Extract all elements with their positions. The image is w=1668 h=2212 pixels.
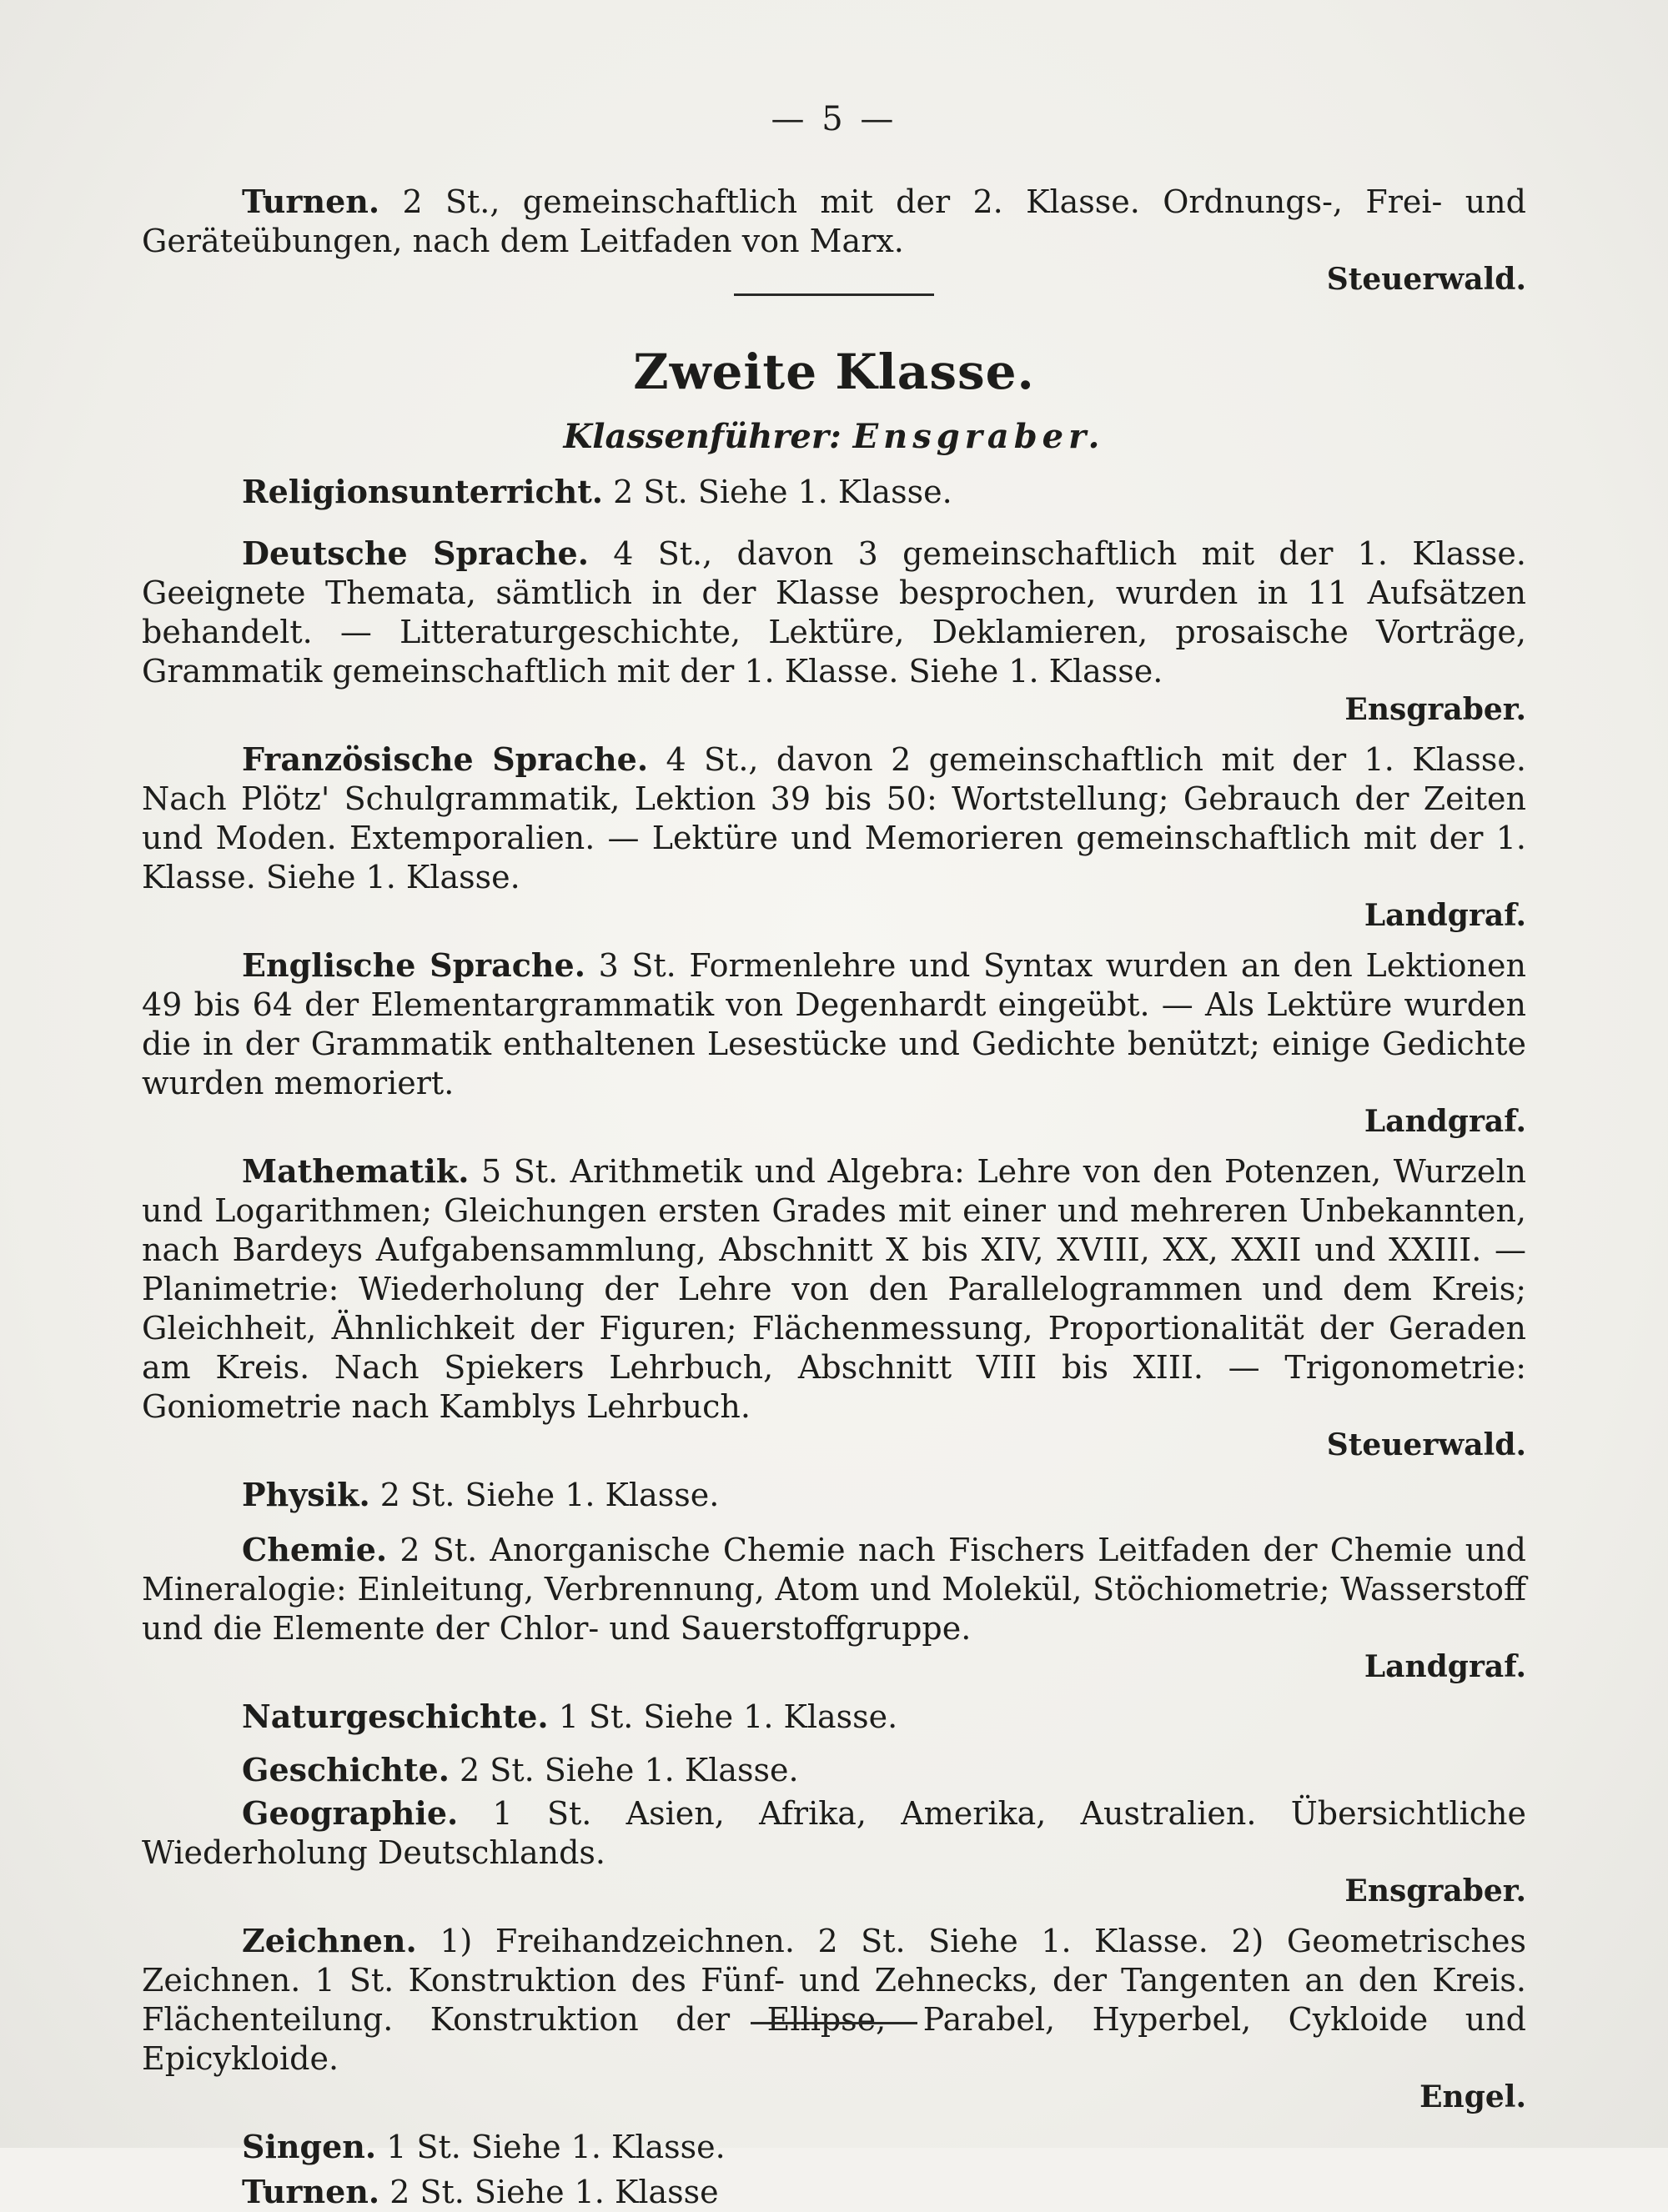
entry-subject: Singen. xyxy=(242,2128,377,2165)
entry xyxy=(142,1475,1526,1515)
entry-paragraph xyxy=(142,472,1526,512)
entry-paragraph xyxy=(142,1151,1526,1427)
entry-teacher: Steuerwald. xyxy=(1326,1427,1526,1462)
entry-subject: Mathematik. xyxy=(242,1152,470,1190)
entry xyxy=(142,534,1526,728)
entry-teacher: Landgraf. xyxy=(1364,1649,1526,1684)
class-leader-name: Ensgraber. xyxy=(852,417,1105,456)
entry-teacher: Ensgraber. xyxy=(1344,1873,1526,1909)
divider-rule xyxy=(734,293,934,296)
entry-text: 4 St., davon 2 gemeinschaftlich mit der 1. Klasse. Nach Plötz' Schulgrammatik, Lektion 39 bis 50: Wortstellung; Gebrauch der Zeiten und Moden. Extemporalien. — Lektüre und Memorieren gemeinschaftlich mit der 1. Klasse. Siehe 1. Klasse. xyxy=(142,741,1526,895)
entry-paragraph xyxy=(142,182,1526,261)
entry-text: 1) Freihandzeichnen. 2 St. Siehe 1. Klasse. 2) Geometrisches Zeichnen. 1 St. Konstruktion des Fünf- und Zehnecks, der Tangenten an den Kreis. Flächenteilung. Konstruktion der Ellipse, Parabel, Hyperbel, Cykloide und Epicykloide. xyxy=(142,1923,1526,2077)
entry-paragraph xyxy=(142,1530,1526,1648)
bottom-rule xyxy=(751,2022,917,2024)
entry xyxy=(142,2172,1526,2212)
entry-paragraph xyxy=(142,945,1526,1103)
entry-text: 3 St. Formenlehre und Syntax wurden an den Lektionen 49 bis 64 der Elementargrammatik von Degenhardt eingeübt. — Als Lektüre wurden die in der Grammatik enthaltenen Lesestücke und Gedichte benützt; einige Gedichte wurden memoriert. xyxy=(142,947,1526,1101)
entry-subject: Französische Sprache. xyxy=(242,740,649,778)
entry-text: 2 St. Siehe 1. Klasse. xyxy=(460,1752,799,1788)
entry xyxy=(142,1793,1526,1909)
entry-paragraph xyxy=(142,1697,1526,1737)
entry-subject: Geographie. xyxy=(242,1794,459,1832)
entry-subject: Turnen. xyxy=(242,183,380,220)
entry xyxy=(142,945,1526,1140)
entry-text: 4 St., davon 3 gemeinschaftlich mit der 1. Klasse. Geeignete Themata, sämtlich in der Klasse besprochen, wurden in 11 Aufsätzen behandelt. — Litteraturgeschichte, Lektüre, Deklamieren, prosaische Vorträge, Grammatik gemeinschaftlich mit der 1. Klasse. Siehe 1. Klasse. xyxy=(142,535,1527,690)
entry-subject: Zeichnen. xyxy=(242,1922,417,1959)
entry-text: 1 St. Siehe 1. Klasse. xyxy=(558,1698,898,1735)
entry xyxy=(142,740,1526,934)
entry-text: 1 St. Siehe 1. Klasse. xyxy=(386,2129,726,2165)
entry xyxy=(142,1151,1526,1463)
entry-teacher: Engel. xyxy=(1419,2079,1526,2114)
entry-subject: Naturgeschichte. xyxy=(242,1698,549,1735)
entry-teacher: Steuerwald. xyxy=(1326,262,1526,297)
entry-text: 2 St. Siehe 1. Klasse. xyxy=(379,1477,720,1513)
entry-teacher: Landgraf. xyxy=(1364,898,1526,933)
section-title: Zweite Klasse. xyxy=(633,344,1035,400)
entry-subject: Turnen. xyxy=(242,2173,380,2210)
entry-subject: Geschichte. xyxy=(242,1751,450,1788)
entry-paragraph xyxy=(142,2172,1526,2212)
entry-paragraph xyxy=(142,1475,1526,1515)
page-number: — 5 — xyxy=(771,100,897,138)
entries-list xyxy=(142,472,1526,2212)
entry xyxy=(142,1921,1526,2115)
entry xyxy=(142,1697,1526,1737)
entry-paragraph xyxy=(142,740,1526,897)
top-entry xyxy=(142,182,1526,298)
entry xyxy=(142,472,1526,512)
entry xyxy=(142,1750,1526,1790)
entry-teacher: Ensgraber. xyxy=(1344,692,1526,727)
class-leader-label: Klassenführer: xyxy=(563,417,842,456)
entry-text: 2 St., gemeinschaftlich mit der 2. Klasse. Ordnungs-, Frei- und Geräteübungen, nach dem Leitfaden von Marx. xyxy=(142,183,1526,259)
entry-subject: Physik. xyxy=(242,1476,370,1513)
entry-paragraph xyxy=(142,1750,1526,1790)
entry-text: 1 St. Asien, Afrika, Amerika, Australien. Übersichtliche Wiederholung Deutschlands. xyxy=(142,1795,1526,1871)
entry-paragraph xyxy=(142,1793,1526,1873)
entry-paragraph xyxy=(142,2127,1526,2167)
entry xyxy=(142,2127,1526,2167)
entry-paragraph xyxy=(142,1921,1526,2079)
entry-teacher: Landgraf. xyxy=(1364,1104,1526,1139)
entry-text: 5 St. Arithmetik und Algebra: Lehre von den Potenzen, Wurzeln und Logarithmen; Gleichungen ersten Grades mit einer und mehreren Unbekannten, nach Bardeys Aufgabensammlung, Abschnitt X bis XIV, XVIII, XX, XXII und XXIII. — Planimetrie: Wiederholung der Lehre von den Parallelogrammen und dem Kreis; Gleichheit, Ähnlichkeit der Figuren; Flächenmessung, Proportionalität der Geraden am Kreis. Nach Spiekers Lehrbuch, Abschnitt VIII bis XIII. — Trigonometrie: Goniometrie nach Kamblys Lehrbuch. xyxy=(142,1153,1526,1425)
entry-subject: Englische Sprache. xyxy=(242,946,585,984)
entry-paragraph xyxy=(142,534,1526,691)
entry-subject: Religionsunterricht. xyxy=(242,473,604,510)
entry-text: 2 St. Siehe 1. Klasse xyxy=(389,2174,719,2210)
entry-text: 2 St. Anorganische Chemie nach Fischers Leitfaden der Chemie und Mineralogie: Einleitung, Verbrennung, Atom und Molekül, Stöchiometrie; Wasserstoff und die Elemente der Chlor- und Sauerstoffgruppe. xyxy=(142,1532,1526,1647)
class-leader-line xyxy=(0,417,1668,456)
entry-subject: Chemie. xyxy=(242,1531,388,1568)
entry-subject: Deutsche Sprache. xyxy=(242,534,589,572)
entry-text: 2 St. Siehe 1. Klasse. xyxy=(613,474,952,510)
entry xyxy=(142,1530,1526,1685)
